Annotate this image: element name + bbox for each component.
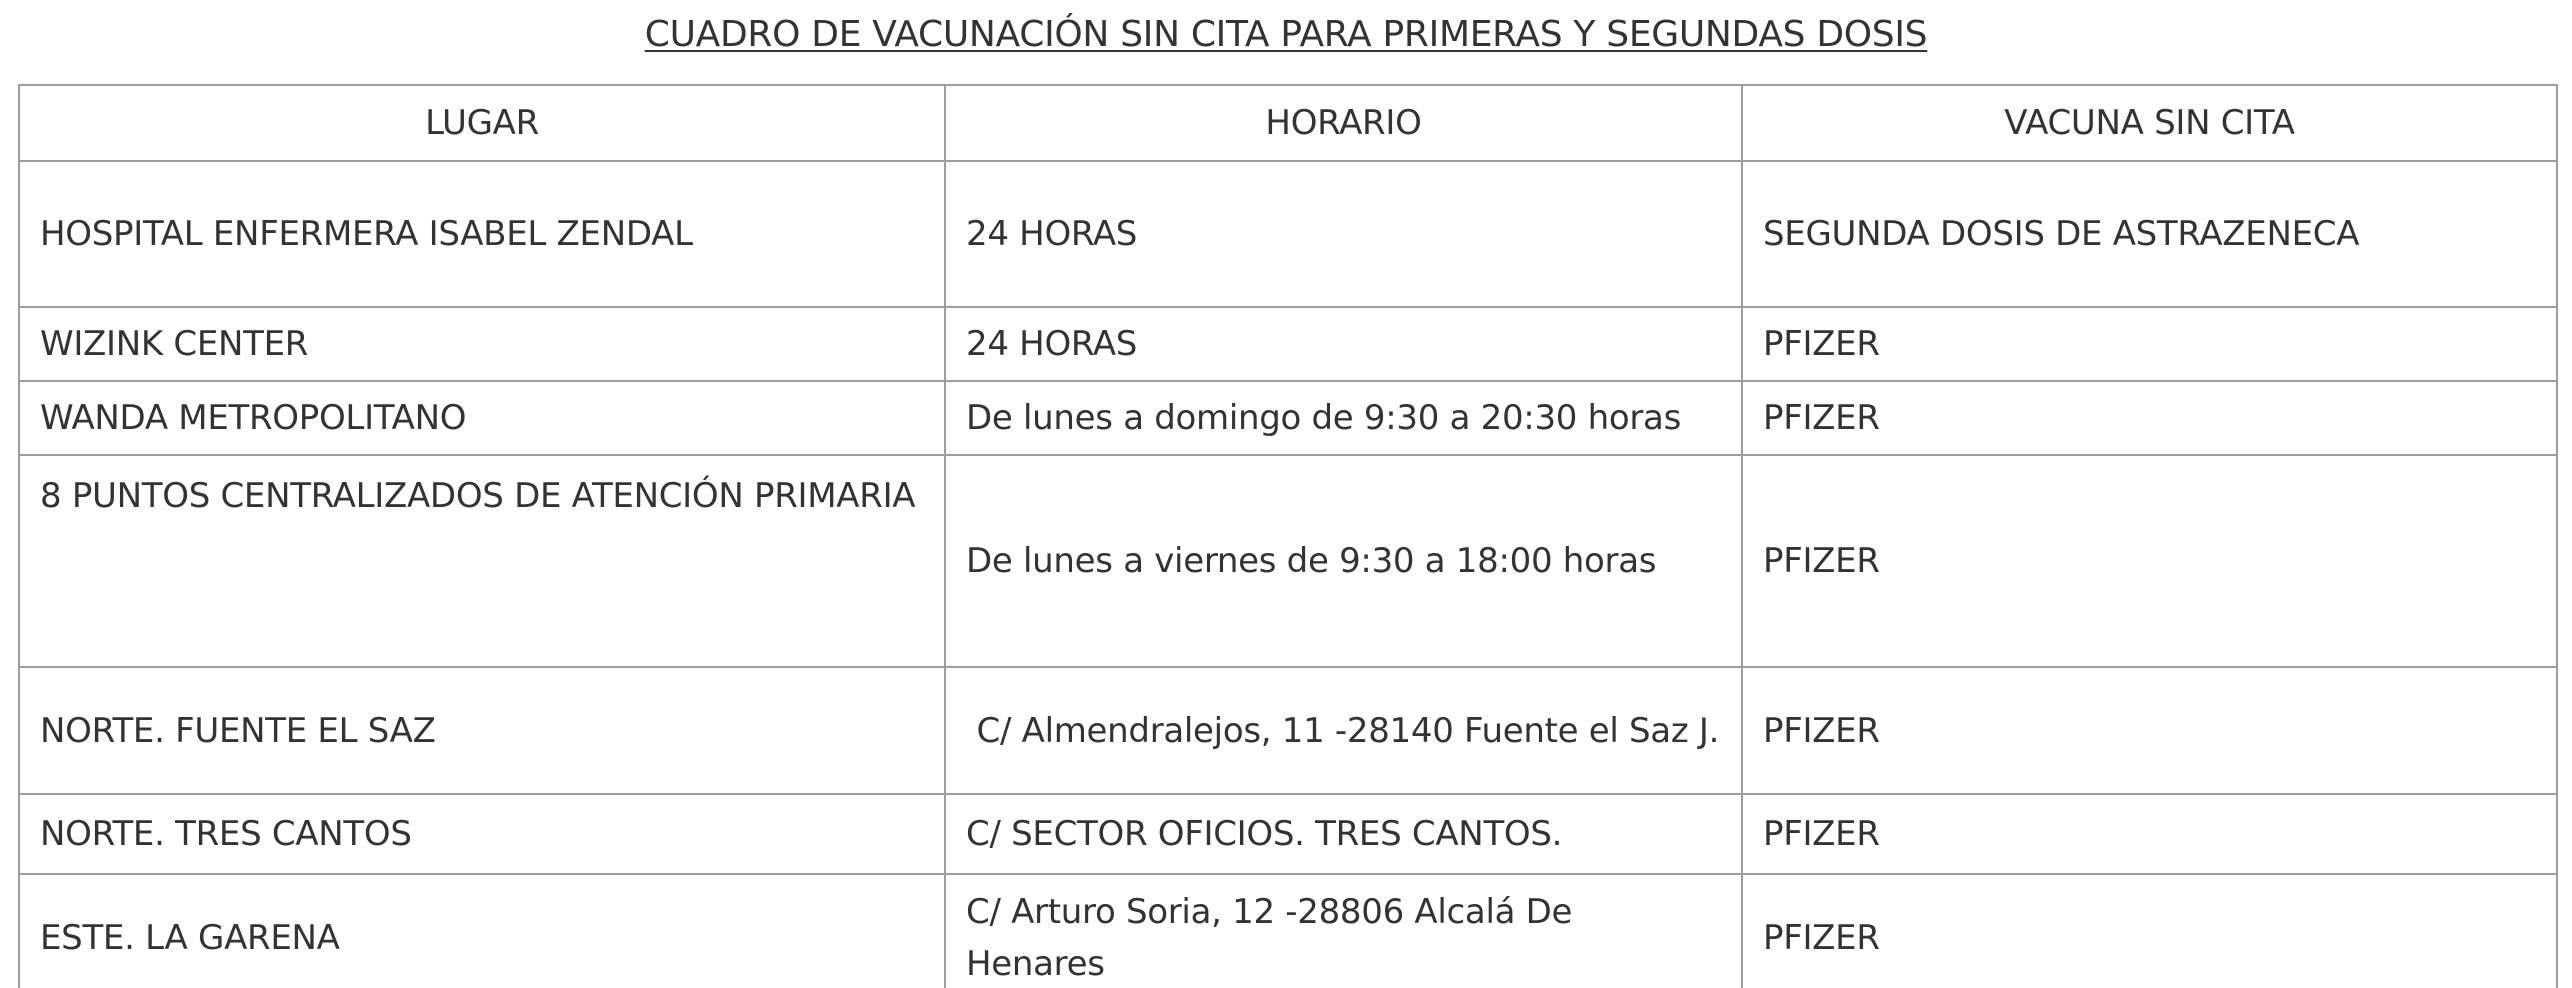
- table-header-row: [19, 85, 2557, 161]
- table-row: [19, 794, 2557, 874]
- column-header-lugar: LUGAR: [19, 85, 945, 161]
- cell-vacuna: PFIZER: [1742, 794, 2557, 874]
- cell-vacuna: PFIZER: [1742, 307, 2557, 381]
- table-row: [19, 667, 2557, 794]
- cell-vacuna: PFIZER: [1742, 381, 2557, 455]
- cell-lugar: HOSPITAL ENFERMERA ISABEL ZENDAL: [19, 161, 945, 307]
- cell-vacuna: PFIZER: [1742, 874, 2557, 988]
- cell-horario: C/ SECTOR OFICIOS. TRES CANTOS.: [945, 794, 1742, 874]
- table-row: [19, 455, 2557, 667]
- cell-horario: De lunes a viernes de 9:30 a 18:00 horas: [945, 455, 1742, 667]
- cell-lugar: NORTE. FUENTE EL SAZ: [19, 667, 945, 794]
- column-header-horario: HORARIO: [945, 85, 1742, 161]
- cell-horario: C/ Arturo Soria, 12 -28806 Alcalá De Henares: [945, 874, 1742, 988]
- table-row: [19, 874, 2557, 988]
- cell-lugar: WANDA METROPOLITANO: [19, 381, 945, 455]
- cell-horario: 24 HORAS: [945, 307, 1742, 381]
- cell-lugar: WIZINK CENTER: [19, 307, 945, 381]
- column-header-vacuna: VACUNA SIN CITA: [1742, 85, 2557, 161]
- cell-vacuna: SEGUNDA DOSIS DE ASTRAZENECA: [1742, 161, 2557, 307]
- table-row: [19, 161, 2557, 307]
- table-row: [19, 381, 2557, 455]
- cell-lugar: ESTE. LA GARENA: [19, 874, 945, 988]
- table-row: [19, 307, 2557, 381]
- cell-vacuna: PFIZER: [1742, 667, 2557, 794]
- cell-lugar: 8 PUNTOS CENTRALIZADOS DE ATENCIÓN PRIMARIA: [19, 455, 945, 667]
- cell-vacuna: PFIZER: [1742, 455, 2557, 667]
- vaccination-table: [18, 84, 2558, 988]
- cell-horario: 24 HORAS: [945, 161, 1742, 307]
- cell-horario: C/ Almendralejos, 11 -28140 Fuente el Saz J.: [945, 667, 1742, 794]
- cell-horario: De lunes a domingo de 9:30 a 20:30 horas: [945, 381, 1742, 455]
- page-title: CUADRO DE VACUNACIÓN SIN CITA PARA PRIMERAS Y SEGUNDAS DOSIS: [644, 14, 1928, 55]
- cell-lugar: NORTE. TRES CANTOS: [19, 794, 945, 874]
